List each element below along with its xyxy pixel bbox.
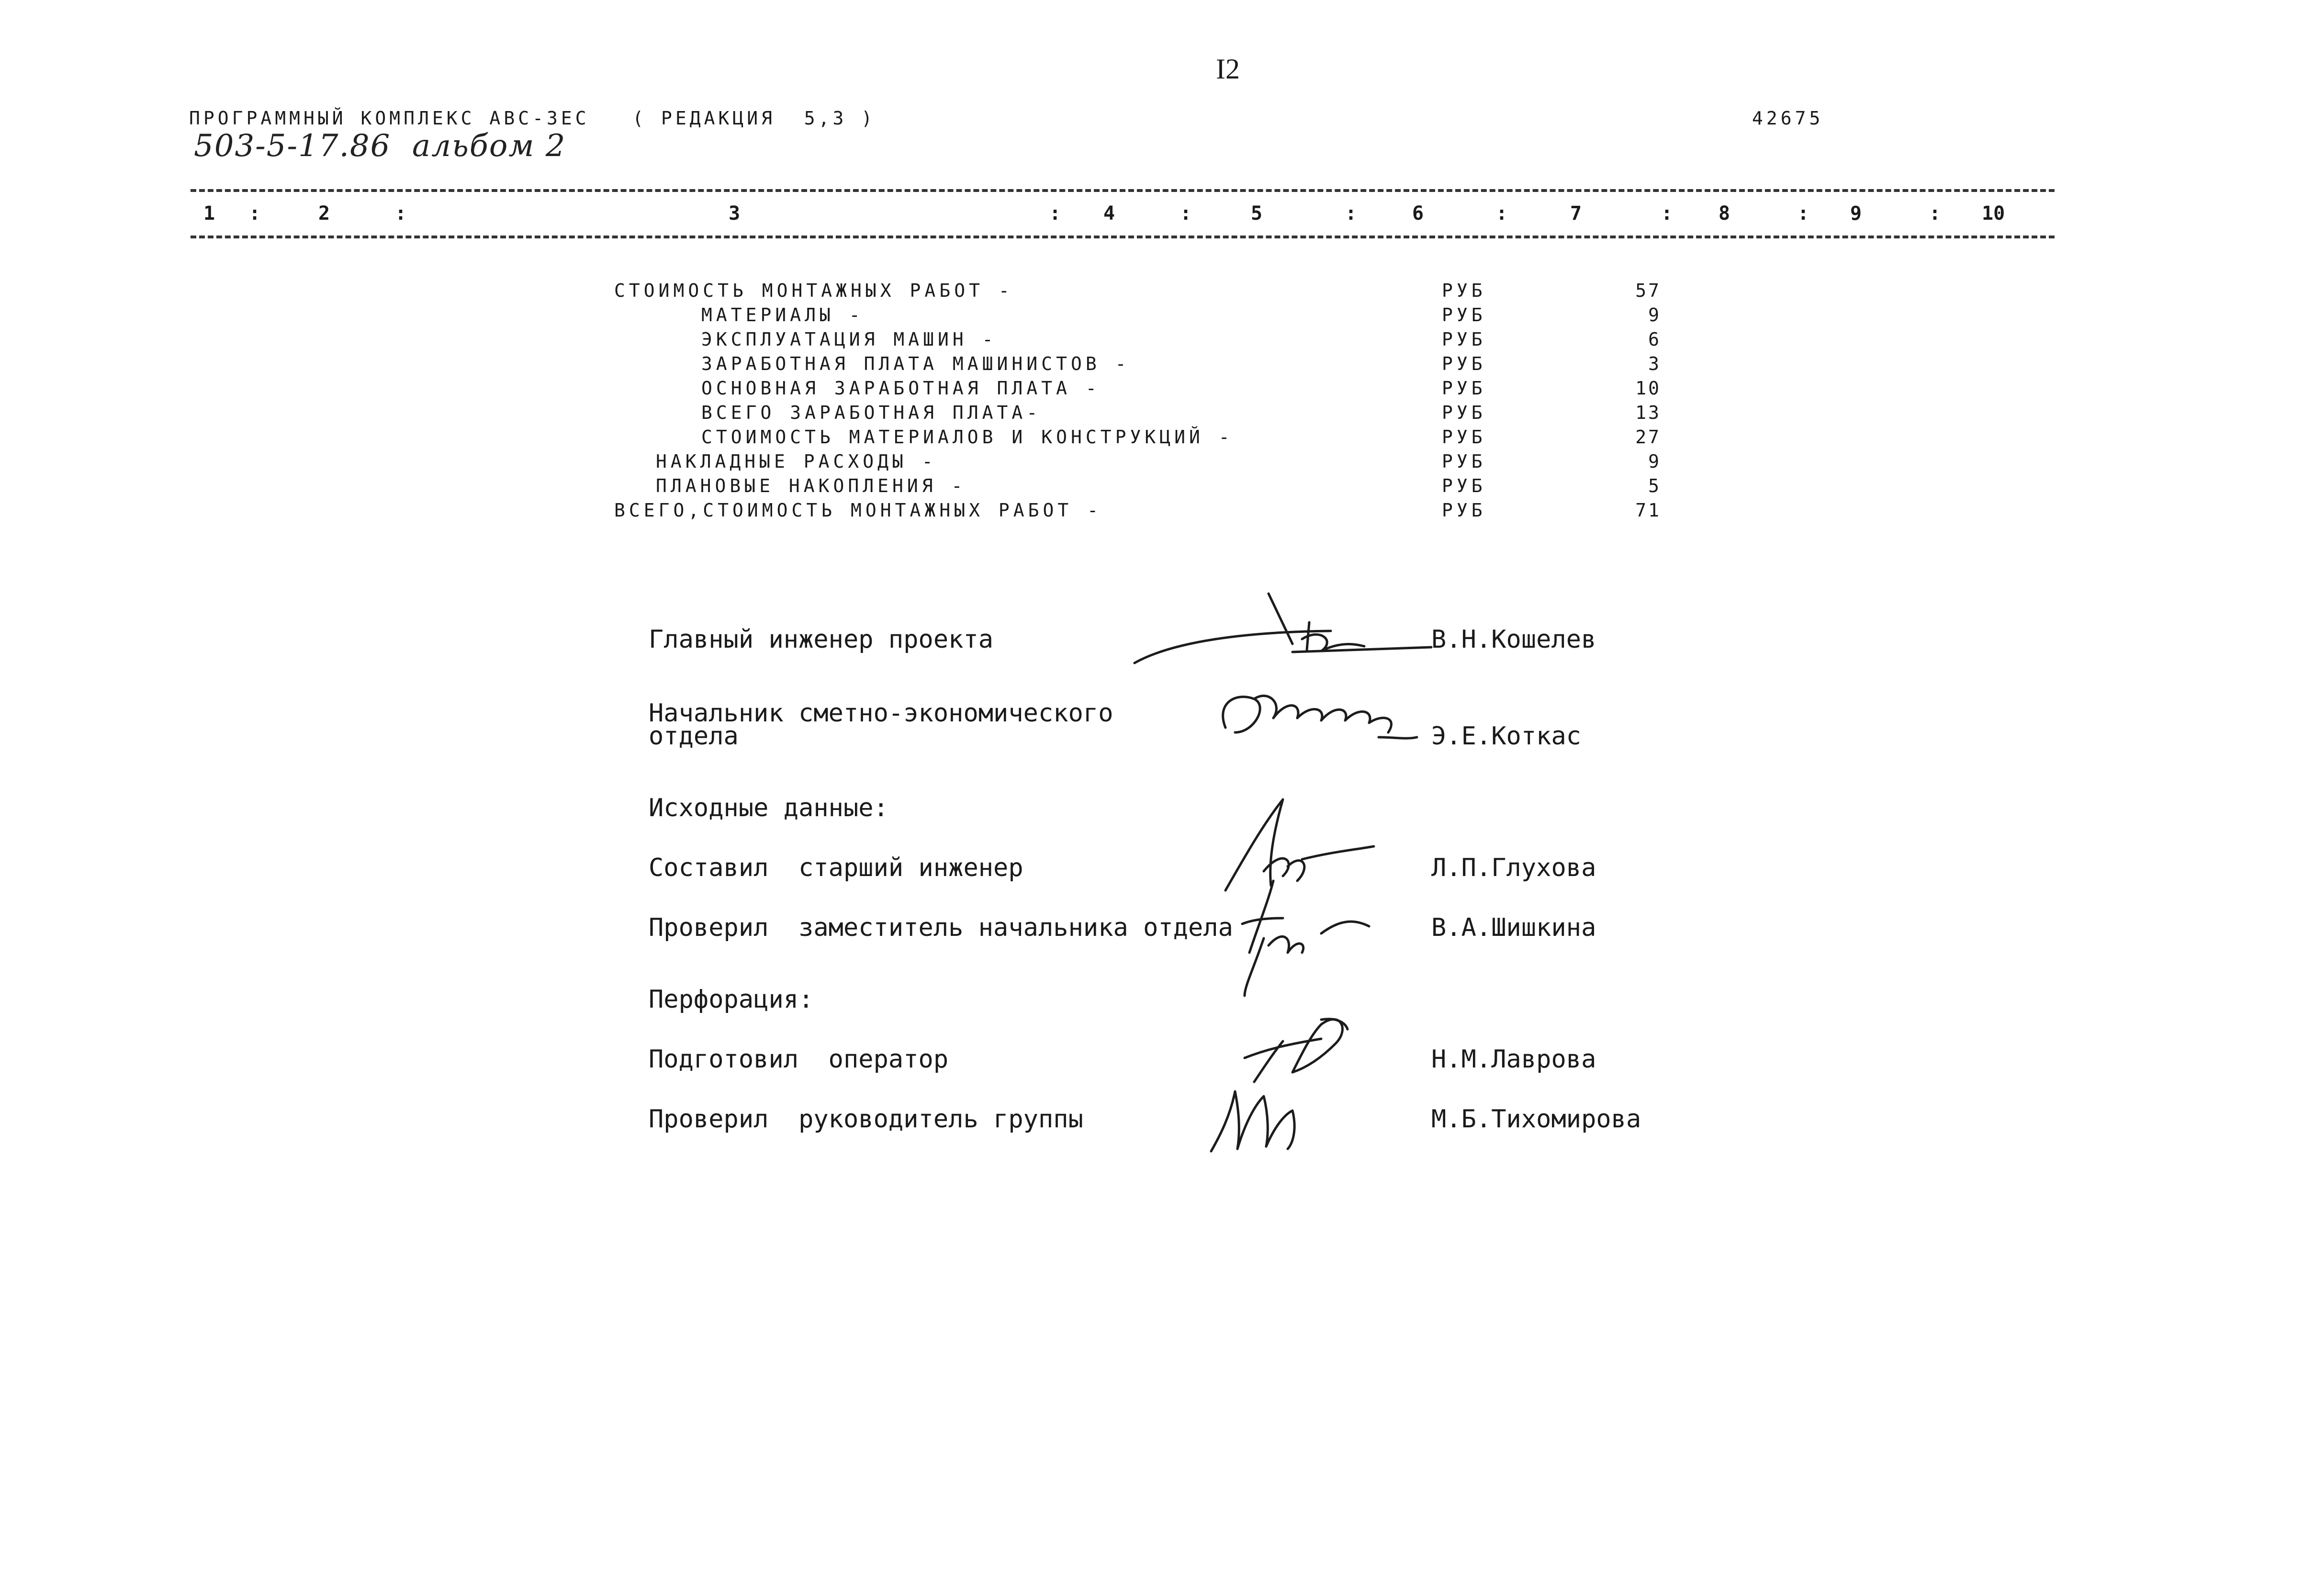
head-dept-label-cont: отдела: [649, 722, 739, 751]
program-header: ПРОГРАММНЫЙ КОМПЛЕКС АВС-ЗЕС ( РЕДАКЦИЯ 5,3 ): [189, 108, 876, 129]
column-separator: :: [249, 202, 261, 225]
column-separator: :: [1661, 202, 1673, 225]
cost-row-label: НАКЛАДНЫЕ РАСХОДЫ -: [656, 451, 937, 472]
cost-row-value: 27: [1635, 427, 1661, 448]
cost-row-unit: РУБ: [1442, 500, 1486, 521]
cost-row-label: ВСЕГО ЗАРАБОТНАЯ ПЛАТА-: [701, 402, 1042, 423]
cost-row-label: ВСЕГО,СТОИМОСТЬ МОНТАЖНЫХ РАБОТ -: [614, 500, 1102, 521]
column-separator: :: [1496, 202, 1508, 225]
cost-row-unit: РУБ: [1442, 378, 1486, 399]
prepared-by-name: Н.М.Лаврова: [1431, 1045, 1596, 1074]
column-header: 10: [1982, 202, 2005, 225]
checked-by-label: Проверил заместитель начальника отдела: [649, 913, 1233, 942]
compiled-by-name: Л.П.Глухова: [1431, 854, 1596, 882]
cost-row-unit: РУБ: [1442, 280, 1486, 301]
column-header: 5: [1251, 202, 1263, 225]
column-separator: :: [395, 202, 407, 225]
cost-row-label: ПЛАНОВЫЕ НАКОПЛЕНИЯ -: [656, 475, 966, 496]
cost-row-label: СТОИМОСТЬ МАТЕРИАЛОВ И КОНСТРУКЦИЙ -: [701, 427, 1234, 448]
cost-row-value: 5: [1648, 475, 1661, 496]
column-header: 8: [1719, 202, 1730, 225]
signature-head-dept: [1223, 696, 1417, 739]
column-separator: :: [1929, 202, 1941, 225]
table-rule-top: [191, 189, 2055, 192]
cost-row-label: СТОИМОСТЬ МОНТАЖНЫХ РАБОТ -: [614, 280, 1013, 301]
cost-row-label: ОСНОВНАЯ ЗАРАБОТНАЯ ПЛАТА -: [701, 378, 1101, 399]
head-dept-label: Начальник сметно-экономического: [649, 699, 1113, 728]
column-separator: :: [1345, 202, 1357, 225]
cost-row-unit: РУБ: [1442, 451, 1486, 472]
cost-row-value: 10: [1635, 378, 1661, 399]
chief-engineer-label: Главный инженер проекта: [649, 625, 994, 654]
signature-chief-engineer: [1135, 594, 1431, 663]
cost-row-value: 9: [1648, 451, 1661, 472]
cost-row-label: ЗАРАБОТНАЯ ПЛАТА МАШИНИСТОВ -: [701, 353, 1130, 374]
cost-row-unit: РУБ: [1442, 427, 1486, 448]
group-leader-name: М.Б.Тихомирова: [1431, 1105, 1641, 1134]
column-header: 7: [1570, 202, 1582, 225]
signature-deputy: [1242, 881, 1369, 996]
handwritten-album-note: 503-5-17.86 альбом 2: [194, 128, 566, 164]
document-code: 42675: [1752, 108, 1824, 129]
column-separator: :: [1180, 202, 1192, 225]
signature-operator: [1245, 1019, 1348, 1082]
cost-row-label: ЭКСПЛУАТАЦИЯ МАШИН -: [701, 329, 997, 350]
cost-row-unit: РУБ: [1442, 304, 1486, 326]
column-header: 4: [1103, 202, 1115, 225]
column-header: 3: [729, 202, 741, 225]
cost-row-value: 9: [1648, 304, 1661, 326]
column-separator: :: [1049, 202, 1061, 225]
signature-group-leader: [1211, 1091, 1294, 1151]
checked-by-name: В.А.Шишкина: [1431, 913, 1596, 942]
head-dept-name: Э.Е.Коткас: [1431, 722, 1582, 751]
cost-row-value: 71: [1635, 500, 1661, 521]
column-header: 2: [318, 202, 330, 225]
cost-row-label: МАТЕРИАЛЫ -: [701, 304, 864, 326]
column-header: 1: [203, 202, 215, 225]
source-data-label: Исходные данные:: [649, 794, 888, 822]
table-rule-bottom: [191, 236, 2055, 238]
cost-row-unit: РУБ: [1442, 353, 1486, 374]
cost-row-value: 6: [1648, 329, 1661, 350]
page-number: I2: [1216, 53, 1240, 85]
cost-row-unit: РУБ: [1442, 402, 1486, 423]
cost-row-unit: РУБ: [1442, 329, 1486, 350]
cost-row-value: 57: [1635, 280, 1661, 301]
group-leader-label: Проверил руководитель группы: [649, 1105, 1083, 1134]
prepared-by-label: Подготовил оператор: [649, 1045, 949, 1074]
column-header: 9: [1850, 202, 1862, 225]
cost-row-unit: РУБ: [1442, 475, 1486, 496]
cost-row-value: 3: [1648, 353, 1661, 374]
cost-row-value: 13: [1635, 402, 1661, 423]
compiled-by-label: Составил старший инженер: [649, 854, 1023, 882]
signature-compiler: [1225, 799, 1374, 890]
chief-engineer-name: В.Н.Кошелев: [1431, 625, 1596, 654]
column-header: 6: [1412, 202, 1424, 225]
perforation-label: Перфорация:: [649, 985, 814, 1014]
column-separator: :: [1797, 202, 1809, 225]
